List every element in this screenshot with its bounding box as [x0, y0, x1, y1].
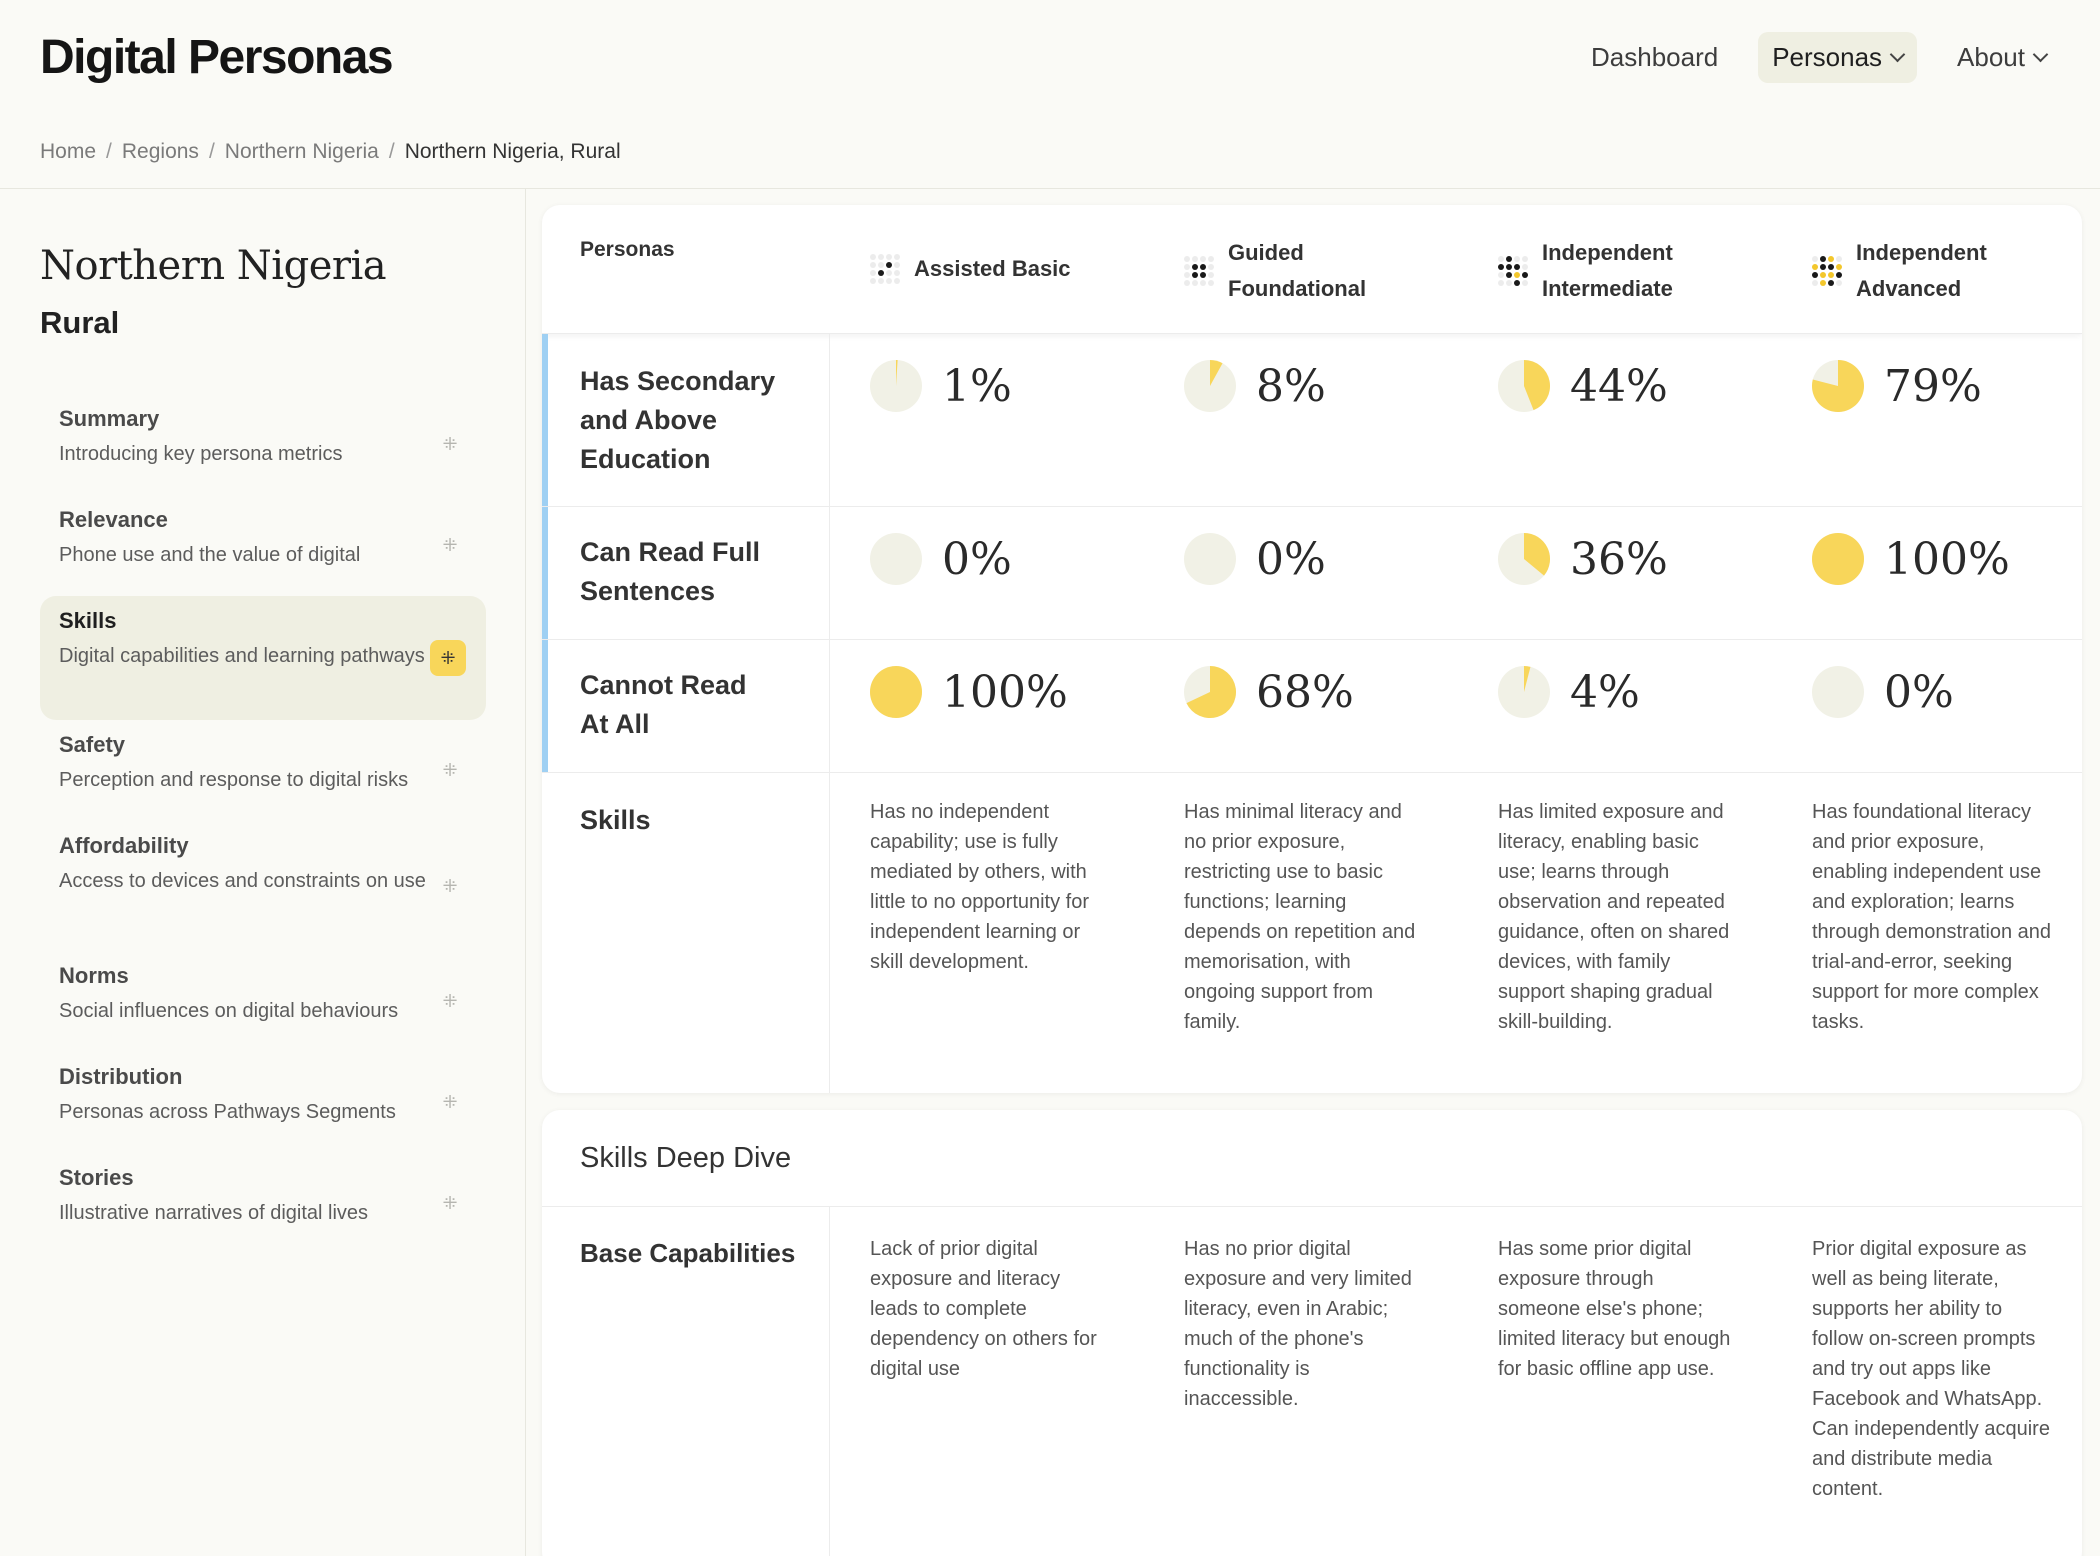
pie-background — [1184, 533, 1236, 585]
menu-item-desc: Illustrative narratives of digital lives — [59, 1202, 369, 1224]
stat-value: 44% — [1570, 360, 1668, 412]
persona-name-line1: Assisted Basic — [914, 256, 1071, 281]
menu-item-desc: Introducing key persona metrics — [59, 443, 343, 465]
menu-item-stories[interactable] — [40, 1153, 486, 1254]
chevron-down-icon — [2033, 47, 2049, 63]
persona-name — [1542, 235, 1673, 307]
capability-text: Has no prior digital exposure and very limited literacy, even in Arabic; much of the phone's functionality is inaccessible. — [1184, 1238, 1412, 1410]
persona-name-line1: Independent — [1542, 240, 1673, 265]
pie-chart — [870, 360, 922, 412]
nav-dashboard-label: Dashboard — [1591, 42, 1719, 72]
persona-header-guided-foundational — [1184, 235, 1366, 307]
breadcrumb-region[interactable]: Northern Nigeria — [224, 140, 379, 163]
nav-about-label: About — [1957, 42, 2025, 72]
stat-value: 36% — [1570, 533, 1668, 585]
persona-header-assisted-basic — [870, 251, 1071, 287]
stat-cell — [870, 533, 1012, 585]
nav-about[interactable] — [1943, 32, 2060, 83]
stat-cell — [1184, 360, 1326, 412]
menu-item-safety[interactable] — [40, 720, 486, 821]
sidebar-title: Northern Nigeria — [40, 243, 387, 289]
persona-assisted-basic-icon — [870, 254, 900, 284]
stat-value: 0% — [1256, 533, 1326, 585]
stat-value: 79% — [1884, 360, 1982, 412]
app-logo[interactable]: Digital Personas — [40, 31, 393, 84]
dots-icon: ⁜ — [442, 760, 458, 780]
deep-dive-title: Skills Deep Dive — [580, 1142, 792, 1174]
pie-slice — [1812, 533, 1864, 585]
deep-dive-divider — [542, 1206, 2082, 1207]
stat-cell — [870, 360, 1012, 412]
dots-icon: ⁜ — [442, 1092, 458, 1112]
stat-value: 4% — [1570, 666, 1640, 718]
skills-text: Has minimal literacy and no prior exposure, restricting use to basic functions; learning depends on repetition and memorisation, with ongoing support from family. — [1184, 801, 1416, 1033]
menu-item-distribution[interactable] — [40, 1052, 486, 1153]
menu-item-title: Safety — [59, 732, 126, 757]
dots-icon: ⁜ — [442, 434, 458, 454]
breadcrumb-separator: / — [208, 140, 215, 163]
chevron-down-icon — [1890, 47, 1906, 63]
persona-name-line2: Foundational — [1228, 276, 1367, 301]
pie-background — [1812, 666, 1864, 718]
breadcrumb-separator: / — [388, 140, 395, 163]
menu-item-desc: Social influences on digital behaviours — [59, 1000, 399, 1022]
row-accent — [542, 507, 548, 639]
stat-cell — [1498, 533, 1668, 585]
pie-chart — [1498, 360, 1550, 412]
stat-row-read-full-sentences — [542, 506, 2082, 639]
column-divider — [829, 1207, 830, 1556]
skills-text: Has no independent capability; use is fully mediated by others, with little to no opportunity for independent learning or skill development. — [870, 801, 1090, 973]
stat-cell — [1498, 666, 1640, 718]
menu-item-affordability[interactable] — [40, 821, 486, 951]
dots-icon: ⁜ — [442, 991, 458, 1011]
pie-chart — [1812, 666, 1864, 718]
persona-name-line1: Independent — [1856, 240, 1987, 265]
deep-dive-label: Base Capabilities — [580, 1238, 796, 1268]
menu-item-title: Stories — [59, 1165, 134, 1190]
stat-cell — [1812, 666, 1954, 718]
breadcrumb-separator: / — [106, 140, 112, 163]
stat-value: 0% — [1884, 666, 1954, 718]
menu-item-relevance[interactable] — [40, 495, 486, 596]
row-accent — [542, 640, 548, 772]
row-label: Has Secondary and Above Education — [580, 366, 776, 474]
stat-cell — [1498, 360, 1668, 412]
persona-comparison-card — [542, 205, 2082, 1093]
nav-dashboard[interactable] — [1577, 32, 1732, 83]
dots-icon: ⁜ — [430, 640, 466, 676]
table-header — [542, 205, 2082, 333]
menu-item-desc: Access to devices and constraints on use — [59, 870, 426, 892]
section-menu — [40, 394, 486, 1254]
menu-item-desc: Personas across Pathways Segments — [59, 1101, 396, 1123]
stat-value: 68% — [1256, 666, 1354, 718]
stat-cell — [1184, 533, 1326, 585]
dots-icon: ⁜ — [442, 1193, 458, 1213]
menu-item-desc: Perception and response to digital risks — [59, 769, 409, 791]
pie-chart — [1184, 666, 1236, 718]
pie-chart — [1812, 360, 1864, 412]
persona-independent-intermediate-icon — [1498, 256, 1528, 286]
nav-personas-label: Personas — [1772, 42, 1883, 72]
sidebar-subtitle: Rural — [40, 305, 120, 340]
dots-icon: ⁜ — [442, 535, 458, 555]
menu-item-desc: Phone use and the value of digital — [59, 544, 361, 566]
menu-item-title: Norms — [59, 963, 129, 988]
row-accent — [542, 334, 548, 506]
capability-text: Lack of prior digital exposure and literacy leads to complete dependency on others for digital use — [870, 1238, 1097, 1380]
menu-item-title: Affordability — [59, 833, 189, 858]
pie-chart — [870, 533, 922, 585]
menu-item-title: Summary — [59, 406, 160, 431]
pie-chart — [1498, 533, 1550, 585]
sidebar — [0, 189, 526, 1556]
menu-item-desc: Digital capabilities and learning pathways — [59, 645, 425, 667]
stat-value: 1% — [942, 360, 1012, 412]
menu-item-skills[interactable] — [40, 596, 486, 720]
skills-row — [542, 772, 2082, 1093]
pie-chart — [870, 666, 922, 718]
menu-item-summary[interactable] — [40, 394, 486, 495]
pie-chart — [1812, 533, 1864, 585]
stat-row-secondary-education — [542, 333, 2082, 506]
skills-text: Has foundational literacy and prior exposure, enabling independent use and exploration; learns through demonstration and trial-and-error, seeking support for more complex tasks. — [1812, 801, 2052, 1033]
stat-row-cannot-read — [542, 639, 2082, 772]
persona-name-line2: Intermediate — [1542, 276, 1673, 301]
persona-name — [1228, 235, 1366, 307]
breadcrumb-current: Northern Nigeria, Rural — [404, 140, 621, 163]
skills-text: Has limited exposure and literacy, enabling basic use; learns through observation and repeated guidance, often on shared devices, with family support shaping gradual skill-building. — [1498, 801, 1730, 1033]
stat-value: 8% — [1256, 360, 1326, 412]
stat-cell — [870, 666, 1068, 718]
persona-name — [914, 251, 1071, 287]
stat-cell — [1184, 666, 1354, 718]
pie-slice — [870, 666, 922, 718]
persona-header-independent-advanced — [1812, 235, 1987, 307]
pie-background — [870, 533, 922, 585]
persona-independent-advanced-icon — [1812, 256, 1842, 286]
pie-chart — [1184, 360, 1236, 412]
breadcrumb-home[interactable]: Home — [40, 140, 97, 163]
breadcrumb — [40, 140, 621, 164]
stat-value: 0% — [942, 533, 1012, 585]
main-nav — [1577, 32, 2060, 83]
breadcrumb-regions[interactable]: Regions — [121, 140, 199, 163]
menu-item-title: Relevance — [59, 507, 168, 532]
skills-deep-dive-card — [542, 1110, 2082, 1556]
persona-name — [1856, 235, 1987, 307]
persona-guided-foundational-icon — [1184, 256, 1214, 286]
stat-value: 100% — [942, 666, 1068, 718]
pie-chart — [1184, 533, 1236, 585]
menu-item-norms[interactable] — [40, 951, 486, 1052]
row-label: Cannot Read At All — [580, 670, 747, 739]
stat-value: 100% — [1884, 533, 2010, 585]
dots-icon: ⁜ — [442, 875, 458, 896]
menu-item-title: Skills — [59, 608, 117, 633]
stat-cell — [1812, 533, 2010, 585]
menu-item-title: Distribution — [59, 1064, 183, 1089]
capability-text: Has some prior digital exposure through someone else's phone; limited literacy but enough for basic offline app use. — [1498, 1238, 1731, 1380]
persona-name-line2: Advanced — [1856, 276, 1962, 301]
persona-name-line1: Guided — [1228, 240, 1304, 265]
row-label: Can Read Full Sentences — [580, 537, 761, 606]
header-label: Personas — [580, 238, 675, 261]
persona-header-independent-intermediate — [1498, 235, 1673, 307]
stat-cell — [1812, 360, 1982, 412]
row-label: Skills — [580, 805, 651, 835]
pie-chart — [1498, 666, 1550, 718]
top-bar — [0, 0, 2100, 118]
capability-text: Prior digital exposure as well as being literate, supports her ability to follow on-screen prompts and try out apps like Facebook and WhatsApp. Can independently acquire and distribute media content. — [1812, 1238, 2050, 1500]
nav-personas[interactable] — [1758, 32, 1917, 83]
